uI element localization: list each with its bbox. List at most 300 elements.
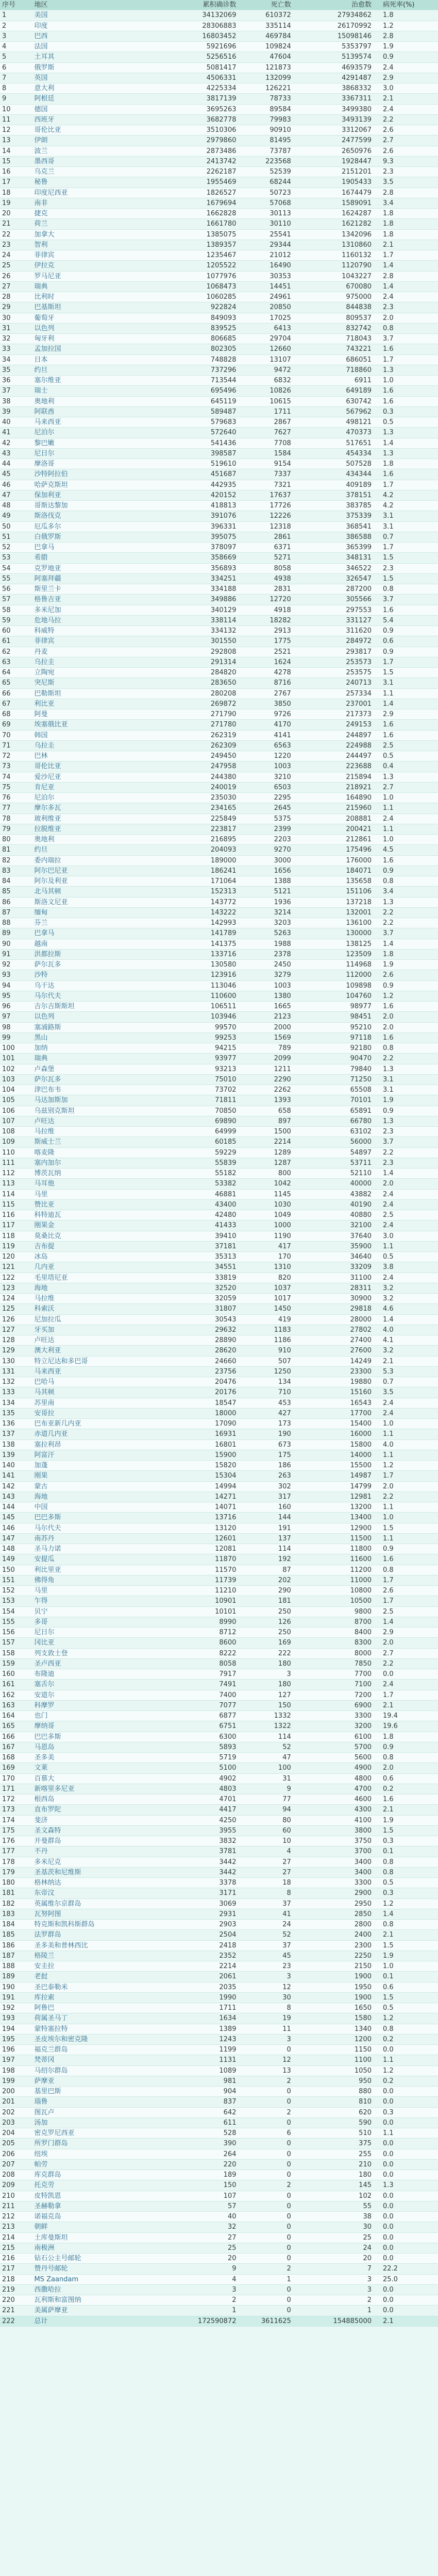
cell-fatality-rate: 1.1 (374, 1429, 438, 1439)
cell-deaths: 2000 (239, 1022, 293, 1032)
cell-fatality-rate: 1.8 (374, 229, 438, 240)
cell-fatality-rate: 1.3 (374, 772, 438, 782)
cell-index: 73 (0, 761, 32, 772)
cell-index: 162 (0, 1690, 32, 1700)
cell-confirmed: 291314 (142, 657, 239, 667)
cell-confirmed: 292808 (142, 647, 239, 657)
cell-index: 84 (0, 876, 32, 887)
table-row (0, 835, 438, 845)
cell-index: 143 (0, 1492, 32, 1502)
cell-index: 210 (0, 2191, 32, 2201)
cell-confirmed: 25 (142, 2243, 239, 2253)
cell-fatality-rate: 1.2 (374, 1461, 438, 1471)
header-region[interactable]: 地区 (32, 0, 142, 10)
cell-confirmed: 69890 (142, 1116, 239, 1126)
table-row (0, 1951, 438, 1961)
table-row (0, 887, 438, 897)
cell-confirmed: 13716 (142, 1513, 239, 1523)
cell-region: 瓦利斯和富图纳 (32, 2295, 142, 2306)
cell-confirmed: 223817 (142, 824, 239, 834)
cell-region: 阿鲁巴 (32, 2003, 142, 2013)
cell-confirmed: 3781 (142, 1846, 239, 1857)
cell-deaths: 658 (239, 1106, 293, 1116)
cell-deaths: 27 (239, 1867, 293, 1877)
cell-recovered: 470373 (293, 428, 374, 438)
cell-deaths: 0 (239, 2087, 293, 2097)
cell-region: 格鲁吉亚 (32, 595, 142, 605)
table-row (0, 1127, 438, 1137)
cell-fatality-rate: 0.8 (374, 876, 438, 887)
cell-fatality-rate: 1.7 (374, 1690, 438, 1700)
cell-region: 圣马力诺 (32, 1544, 142, 1554)
cell-region: 特克斯和凯科斯群岛 (32, 1920, 142, 1930)
cell-confirmed: 1 (142, 2306, 239, 2316)
cell-region: 以色列 (32, 1012, 142, 1022)
cell-fatality-rate: 1.3 (374, 2180, 438, 2191)
cell-index: 3 (0, 31, 32, 41)
cell-recovered: 9800 (293, 1606, 374, 1617)
cell-region: 韩国 (32, 730, 142, 740)
cell-deaths: 9726 (239, 709, 293, 720)
cell-index: 48 (0, 501, 32, 511)
cell-confirmed: 334251 (142, 573, 239, 584)
cell-recovered: 200421 (293, 824, 374, 834)
cell-deaths: 7708 (239, 438, 293, 448)
table-row (0, 2107, 438, 2117)
table-row (0, 209, 438, 219)
table-row (0, 1366, 438, 1377)
cell-deaths: 3279 (239, 970, 293, 980)
cell-recovered: 24 (293, 2243, 374, 2253)
cell-index: 87 (0, 907, 32, 918)
table-row (0, 970, 438, 980)
cell-index: 147 (0, 1533, 32, 1544)
cell-deaths: 12 (239, 1982, 293, 1992)
cell-recovered: 5353797 (293, 42, 374, 52)
table-row (0, 1304, 438, 1314)
cell-recovered: 3300 (293, 1878, 374, 1888)
cell-confirmed: 11570 (142, 1565, 239, 1575)
cell-recovered: 8400 (293, 1628, 374, 1638)
header-recovered[interactable]: 治愈数 (293, 0, 374, 10)
cell-confirmed: 589487 (142, 406, 239, 417)
cell-index: 127 (0, 1325, 32, 1335)
table-row (0, 386, 438, 396)
cell-confirmed: 30543 (142, 1314, 239, 1325)
table-row (0, 52, 438, 62)
cell-recovered: 810 (293, 2097, 374, 2107)
cell-region: 阿尔巴尼亚 (32, 866, 142, 876)
cell-deaths: 45 (239, 1951, 293, 1961)
cell-recovered: 30 (293, 2222, 374, 2232)
cell-confirmed: 4803 (142, 1784, 239, 1794)
cell-region: 开曼群岛 (32, 1836, 142, 1846)
cell-deaths: 3 (239, 1669, 293, 1680)
table-row (0, 2034, 438, 2044)
cell-region: 克罗地亚 (32, 563, 142, 573)
cell-region: 多米尼克 (32, 1857, 142, 1867)
cell-deaths: 37 (239, 1940, 293, 1951)
cell-fatality-rate: 2.4 (374, 1199, 438, 1210)
cell-index: 124 (0, 1294, 32, 1304)
cell-index: 197 (0, 2055, 32, 2065)
cell-recovered: 32100 (293, 1221, 374, 1231)
cell-deaths: 2295 (239, 793, 293, 803)
cell-index: 195 (0, 2034, 32, 2044)
cell-confirmed: 2061 (142, 1972, 239, 1982)
table-row (0, 2097, 438, 2107)
cell-region: 新喀里多尼亚 (32, 1784, 142, 1794)
cell-index: 154 (0, 1606, 32, 1617)
table-row (0, 1700, 438, 1710)
table-row (0, 1742, 438, 1752)
cell-recovered: 567962 (293, 406, 374, 417)
table-row (0, 1930, 438, 1940)
cell-index: 121 (0, 1262, 32, 1273)
cell-confirmed: 142993 (142, 918, 239, 928)
cell-region: 菲律宾 (32, 250, 142, 261)
cell-deaths: 13 (239, 2065, 293, 2076)
table-row (0, 73, 438, 83)
cell-deaths: 18282 (239, 615, 293, 625)
cell-recovered: 365399 (293, 543, 374, 553)
cell-recovered: 7200 (293, 1690, 374, 1700)
cell-index: 20 (0, 209, 32, 219)
cell-region: 苏里南 (32, 1398, 142, 1408)
table-row (0, 2253, 438, 2264)
cell-fatality-rate: 1.7 (374, 1471, 438, 1481)
cell-recovered: 2650976 (293, 146, 374, 156)
cell-fatality-rate: 3.5 (374, 1387, 438, 1398)
cell-recovered: 11500 (293, 1533, 374, 1544)
table-row (0, 396, 438, 406)
cell-recovered: 2 (293, 2295, 374, 2306)
table-row (0, 1210, 438, 1221)
cell-fatality-rate: 1.6 (374, 1794, 438, 1805)
cell-index: 33 (0, 344, 32, 354)
cell-index: 139 (0, 1450, 32, 1460)
cell-index: 114 (0, 1189, 32, 1199)
cell-deaths: 1289 (239, 1147, 293, 1158)
cell-fatality-rate: 2.6 (374, 125, 438, 135)
cell-deaths: 427 (239, 1408, 293, 1418)
table-row (0, 42, 438, 52)
cell-index: 81 (0, 845, 32, 855)
cell-region: 奥地利 (32, 396, 142, 406)
table-row (0, 2264, 438, 2274)
cell-recovered: 15800 (293, 1439, 374, 1450)
cell-deaths: 0 (239, 2212, 293, 2222)
cell-confirmed: 4225334 (142, 83, 239, 94)
cell-index: 76 (0, 793, 32, 803)
cell-confirmed: 41433 (142, 1221, 239, 1231)
table-row (0, 1940, 438, 1951)
table-row (0, 188, 438, 198)
cell-index: 188 (0, 1961, 32, 1972)
cell-index: 140 (0, 1461, 32, 1471)
cell-deaths: 6413 (239, 323, 293, 333)
cell-deaths: 27 (239, 1857, 293, 1867)
cell-deaths: 13107 (239, 354, 293, 365)
cell-index: 199 (0, 2076, 32, 2086)
cell-recovered: 210 (293, 2159, 374, 2170)
cell-recovered: 138125 (293, 939, 374, 949)
cell-fatality-rate: 4.1 (374, 1335, 438, 1346)
cell-confirmed: 1662828 (142, 209, 239, 219)
cell-deaths: 14451 (239, 281, 293, 292)
cell-fatality-rate: 2.0 (374, 313, 438, 323)
table-row (0, 2087, 438, 2097)
cell-region: 墨西哥 (32, 156, 142, 166)
table-row (0, 1398, 438, 1408)
cell-region: 圣赫勒拿 (32, 2201, 142, 2211)
cell-confirmed: 32520 (142, 1283, 239, 1293)
table-row (0, 1606, 438, 1617)
cell-fatality-rate: 2.5 (374, 740, 438, 751)
cell-fatality-rate: 0.2 (374, 2034, 438, 2044)
cell-confirmed: 28620 (142, 1346, 239, 1356)
cell-region: 塞拉利昂 (32, 1439, 142, 1450)
cell-fatality-rate: 2.6 (374, 1586, 438, 1596)
cell-fatality-rate: 1.4 (374, 699, 438, 709)
cell-confirmed: 240019 (142, 782, 239, 792)
table-row (0, 699, 438, 709)
cell-confirmed: 143222 (142, 907, 239, 918)
cell-index: 96 (0, 1002, 32, 1012)
cell-recovered: 3300 (293, 1711, 374, 1721)
cell-index: 123 (0, 1283, 32, 1293)
header-deaths[interactable]: 死亡数 (239, 0, 293, 10)
header-confirmed[interactable]: 累积确诊数 (142, 0, 239, 10)
table-row (0, 1481, 438, 1492)
table-row (0, 2024, 438, 2034)
cell-index: 93 (0, 970, 32, 980)
cell-confirmed: 541436 (142, 438, 239, 448)
cell-index: 4 (0, 42, 32, 52)
cell-confirmed: 15900 (142, 1450, 239, 1460)
cell-fatality-rate: 2.4 (374, 1680, 438, 1690)
cell-deaths: 1287 (239, 1158, 293, 1168)
table-row (0, 595, 438, 605)
cell-region: 吉布提 (32, 1241, 142, 1251)
cell-deaths: 1 (239, 2274, 293, 2284)
cell-region: 马其顿 (32, 1387, 142, 1398)
cell-deaths: 1003 (239, 980, 293, 991)
cell-region: 卢旺达 (32, 1335, 142, 1346)
table-row (0, 521, 438, 532)
cell-confirmed: 60185 (142, 1137, 239, 1147)
cell-index: 158 (0, 1648, 32, 1658)
cell-fatality-rate: 1.8 (374, 459, 438, 469)
cell-index: 12 (0, 125, 32, 135)
cell-recovered: 8000 (293, 1648, 374, 1658)
cell-region: 危地马拉 (32, 615, 142, 625)
cell-recovered: 6900 (293, 1700, 374, 1710)
cell-fatality-rate: 2.2 (374, 907, 438, 918)
cell-recovered: 718043 (293, 334, 374, 344)
table-row (0, 2003, 438, 2013)
cell-fatality-rate: 0.0 (374, 2284, 438, 2295)
cell-fatality-rate: 1.8 (374, 949, 438, 959)
cell-index: 207 (0, 2159, 32, 2170)
cell-deaths: 250 (239, 1606, 293, 1617)
cell-region: 蒙特塞拉特 (32, 2024, 142, 2034)
cell-region: 塞尔维亚 (32, 376, 142, 386)
cell-fatality-rate: 1.3 (374, 1064, 438, 1074)
table-row (0, 167, 438, 177)
cell-deaths: 4170 (239, 720, 293, 730)
table-row (0, 1992, 438, 2003)
cell-confirmed: 20476 (142, 1377, 239, 1387)
cell-region: 格陵兰 (32, 1951, 142, 1961)
cell-fatality-rate: 0.0 (374, 2159, 438, 2170)
cell-deaths: 6563 (239, 740, 293, 751)
cell-recovered: 208881 (293, 814, 374, 824)
cell-recovered: 237001 (293, 699, 374, 709)
cell-deaths: 2123 (239, 1012, 293, 1022)
table-row (0, 605, 438, 615)
cell-index: 10 (0, 104, 32, 114)
cell-confirmed: 11739 (142, 1575, 239, 1585)
cell-deaths: 3203 (239, 918, 293, 928)
cell-fatality-rate: 1.3 (374, 365, 438, 375)
cell-index: 209 (0, 2180, 32, 2191)
cell-confirmed: 8712 (142, 1628, 239, 1638)
cell-recovered: 305566 (293, 595, 374, 605)
cell-region: 津巴布韦 (32, 1085, 142, 1095)
cell-confirmed: 802305 (142, 344, 239, 354)
table-row (0, 1502, 438, 1513)
cell-confirmed: 271790 (142, 709, 239, 720)
cell-confirmed: 31807 (142, 1304, 239, 1314)
table-row (0, 730, 438, 740)
table-row (0, 448, 438, 459)
cell-deaths: 2399 (239, 824, 293, 834)
table-row (0, 1648, 438, 1658)
cell-region: 土耳其 (32, 52, 142, 62)
cell-deaths: 160 (239, 1502, 293, 1513)
cell-deaths: 673 (239, 1439, 293, 1450)
header-index[interactable]: 序号 (0, 0, 32, 10)
table-row (0, 1002, 438, 1012)
cell-index: 214 (0, 2232, 32, 2243)
cell-deaths: 87 (239, 1565, 293, 1575)
cell-confirmed: 271780 (142, 720, 239, 730)
cell-index: 156 (0, 1628, 32, 1638)
cell-region: 厄瓜多尔 (32, 521, 142, 532)
cell-index: 75 (0, 782, 32, 792)
cell-deaths: 263 (239, 1471, 293, 1481)
table-row (0, 2128, 438, 2139)
cell-region: 列支敦士登 (32, 1648, 142, 1658)
cell-fatality-rate: 0.4 (374, 761, 438, 772)
cell-index: 7 (0, 73, 32, 83)
table-row (0, 1116, 438, 1126)
cell-region: 丹麦 (32, 647, 142, 657)
cell-fatality-rate: 1.2 (374, 991, 438, 1001)
cell-confirmed: 579683 (142, 417, 239, 428)
cell-region: 塞内加尔 (32, 1158, 142, 1168)
cell-region: 圣基茨和尼维斯 (32, 1867, 142, 1877)
cell-region: 黎巴嫩 (32, 438, 142, 448)
cell-fatality-rate: 1.1 (374, 1533, 438, 1544)
cell-fatality-rate: 3.7 (374, 1137, 438, 1147)
cell-confirmed: 5719 (142, 1753, 239, 1763)
cell-fatality-rate: 0.9 (374, 1742, 438, 1752)
cell-index: 71 (0, 740, 32, 751)
cell-deaths: 0 (239, 2139, 293, 2149)
cell-fatality-rate: 0.9 (374, 980, 438, 991)
cell-deaths: 150 (239, 1700, 293, 1710)
cell-recovered: 223688 (293, 761, 374, 772)
cell-region: 不丹 (32, 1846, 142, 1857)
cell-recovered: 1043227 (293, 271, 374, 281)
table-row (0, 1763, 438, 1773)
table-row (0, 2159, 438, 2170)
cell-fatality-rate: 0.0 (374, 2201, 438, 2211)
cell-index: 72 (0, 751, 32, 761)
cell-deaths: 1584 (239, 448, 293, 459)
cell-index: 30 (0, 313, 32, 323)
cell-recovered: 11600 (293, 1554, 374, 1565)
cell-fatality-rate: 0.0 (374, 2212, 438, 2222)
cell-region: 佛得角 (32, 1575, 142, 1585)
cell-recovered: 3 (293, 2274, 374, 2284)
cell-recovered: 1160132 (293, 250, 374, 261)
cell-deaths: 1145 (239, 1189, 293, 1199)
cell-recovered: 517651 (293, 438, 374, 448)
cell-index: 208 (0, 2170, 32, 2180)
cell-confirmed: 7077 (142, 1700, 239, 1710)
header-fatality-rate[interactable]: 病死率(%) (374, 0, 438, 10)
cell-index: 193 (0, 2013, 32, 2024)
cell-index: 53 (0, 553, 32, 563)
cell-deaths: 114 (239, 1732, 293, 1742)
cell-index: 11 (0, 114, 32, 125)
cell-deaths: 0 (239, 2149, 293, 2159)
table-row (0, 573, 438, 584)
cell-region: 爱沙尼亚 (32, 772, 142, 782)
cell-region: 刚果 (32, 1471, 142, 1481)
cell-confirmed: 29632 (142, 1325, 239, 1335)
cell-recovered: 1624287 (293, 209, 374, 219)
cell-confirmed: 34132069 (142, 10, 239, 21)
cell-fatality-rate: 0.8 (374, 1043, 438, 1054)
cell-recovered: 15098146 (293, 31, 374, 41)
cell-deaths: 0 (239, 2243, 293, 2253)
cell-region: 印度尼西亚 (32, 188, 142, 198)
table-row (0, 2149, 438, 2159)
cell-deaths: 9 (239, 1784, 293, 1794)
cell-region: 斯威士兰 (32, 1137, 142, 1147)
cell-index: 137 (0, 1429, 32, 1439)
cell-confirmed: 94215 (142, 1043, 239, 1054)
cell-fatality-rate: 1.1 (374, 803, 438, 814)
cell-index: 168 (0, 1753, 32, 1763)
table-row (0, 2212, 438, 2222)
cell-region: 南极洲 (32, 2243, 142, 2253)
table-row (0, 1961, 438, 1972)
cell-index: 51 (0, 532, 32, 542)
cell-recovered: 10500 (293, 1596, 374, 1606)
cell-deaths: 9154 (239, 459, 293, 469)
cell-fatality-rate: 2.0 (374, 1179, 438, 1189)
table-row (0, 949, 438, 959)
cell-deaths: 469784 (239, 31, 293, 41)
cell-index: 211 (0, 2201, 32, 2211)
cell-recovered: 4300 (293, 1805, 374, 1815)
cell-fatality-rate: 0.5 (374, 751, 438, 761)
